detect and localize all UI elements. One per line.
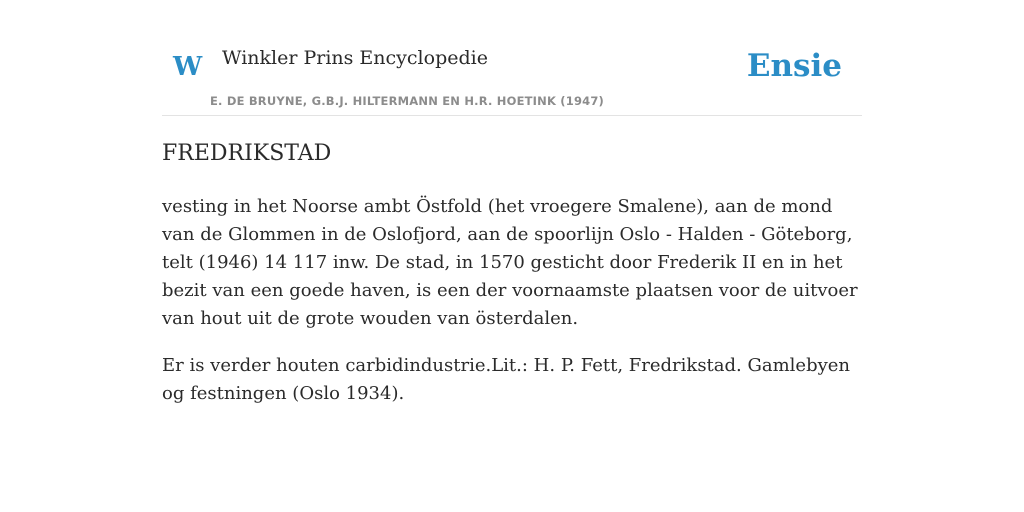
source-header: [162, 36, 862, 116]
source-title[interactable]: Winkler Prins Encyclopedie: [222, 47, 488, 69]
source-authors: E. DE BRUYNE, G.B.J. HILTERMANN EN H.R. HOETINK (1947): [210, 94, 605, 108]
entry-title: FREDRIKSTAD: [162, 141, 332, 166]
entry-paragraph: Er is verder houten carbidindustrie.Lit.: H. P. Fett, Fredrikstad. Gamlebyen og festningen (Oslo 1934).: [162, 355, 851, 404]
brand-logo[interactable]: Ensie: [746, 48, 842, 84]
entry-paragraph: vesting in het Noorse ambt Östfold (het vroegere Smalene), aan de mond van de Glommen in de Oslofjord, aan de spoorlijn Oslo - Halden - Göteborg, telt (1946) 14 117 inw. De stad, in 1570 gesticht door Frederik II en in het bezit van een goede haven, is een der voornaamste plaatsen voor de uitvoer van hout uit de grote wouden van österdalen.: [162, 196, 858, 329]
entry-body: [162, 193, 862, 427]
source-logo[interactable]: W: [173, 52, 203, 82]
